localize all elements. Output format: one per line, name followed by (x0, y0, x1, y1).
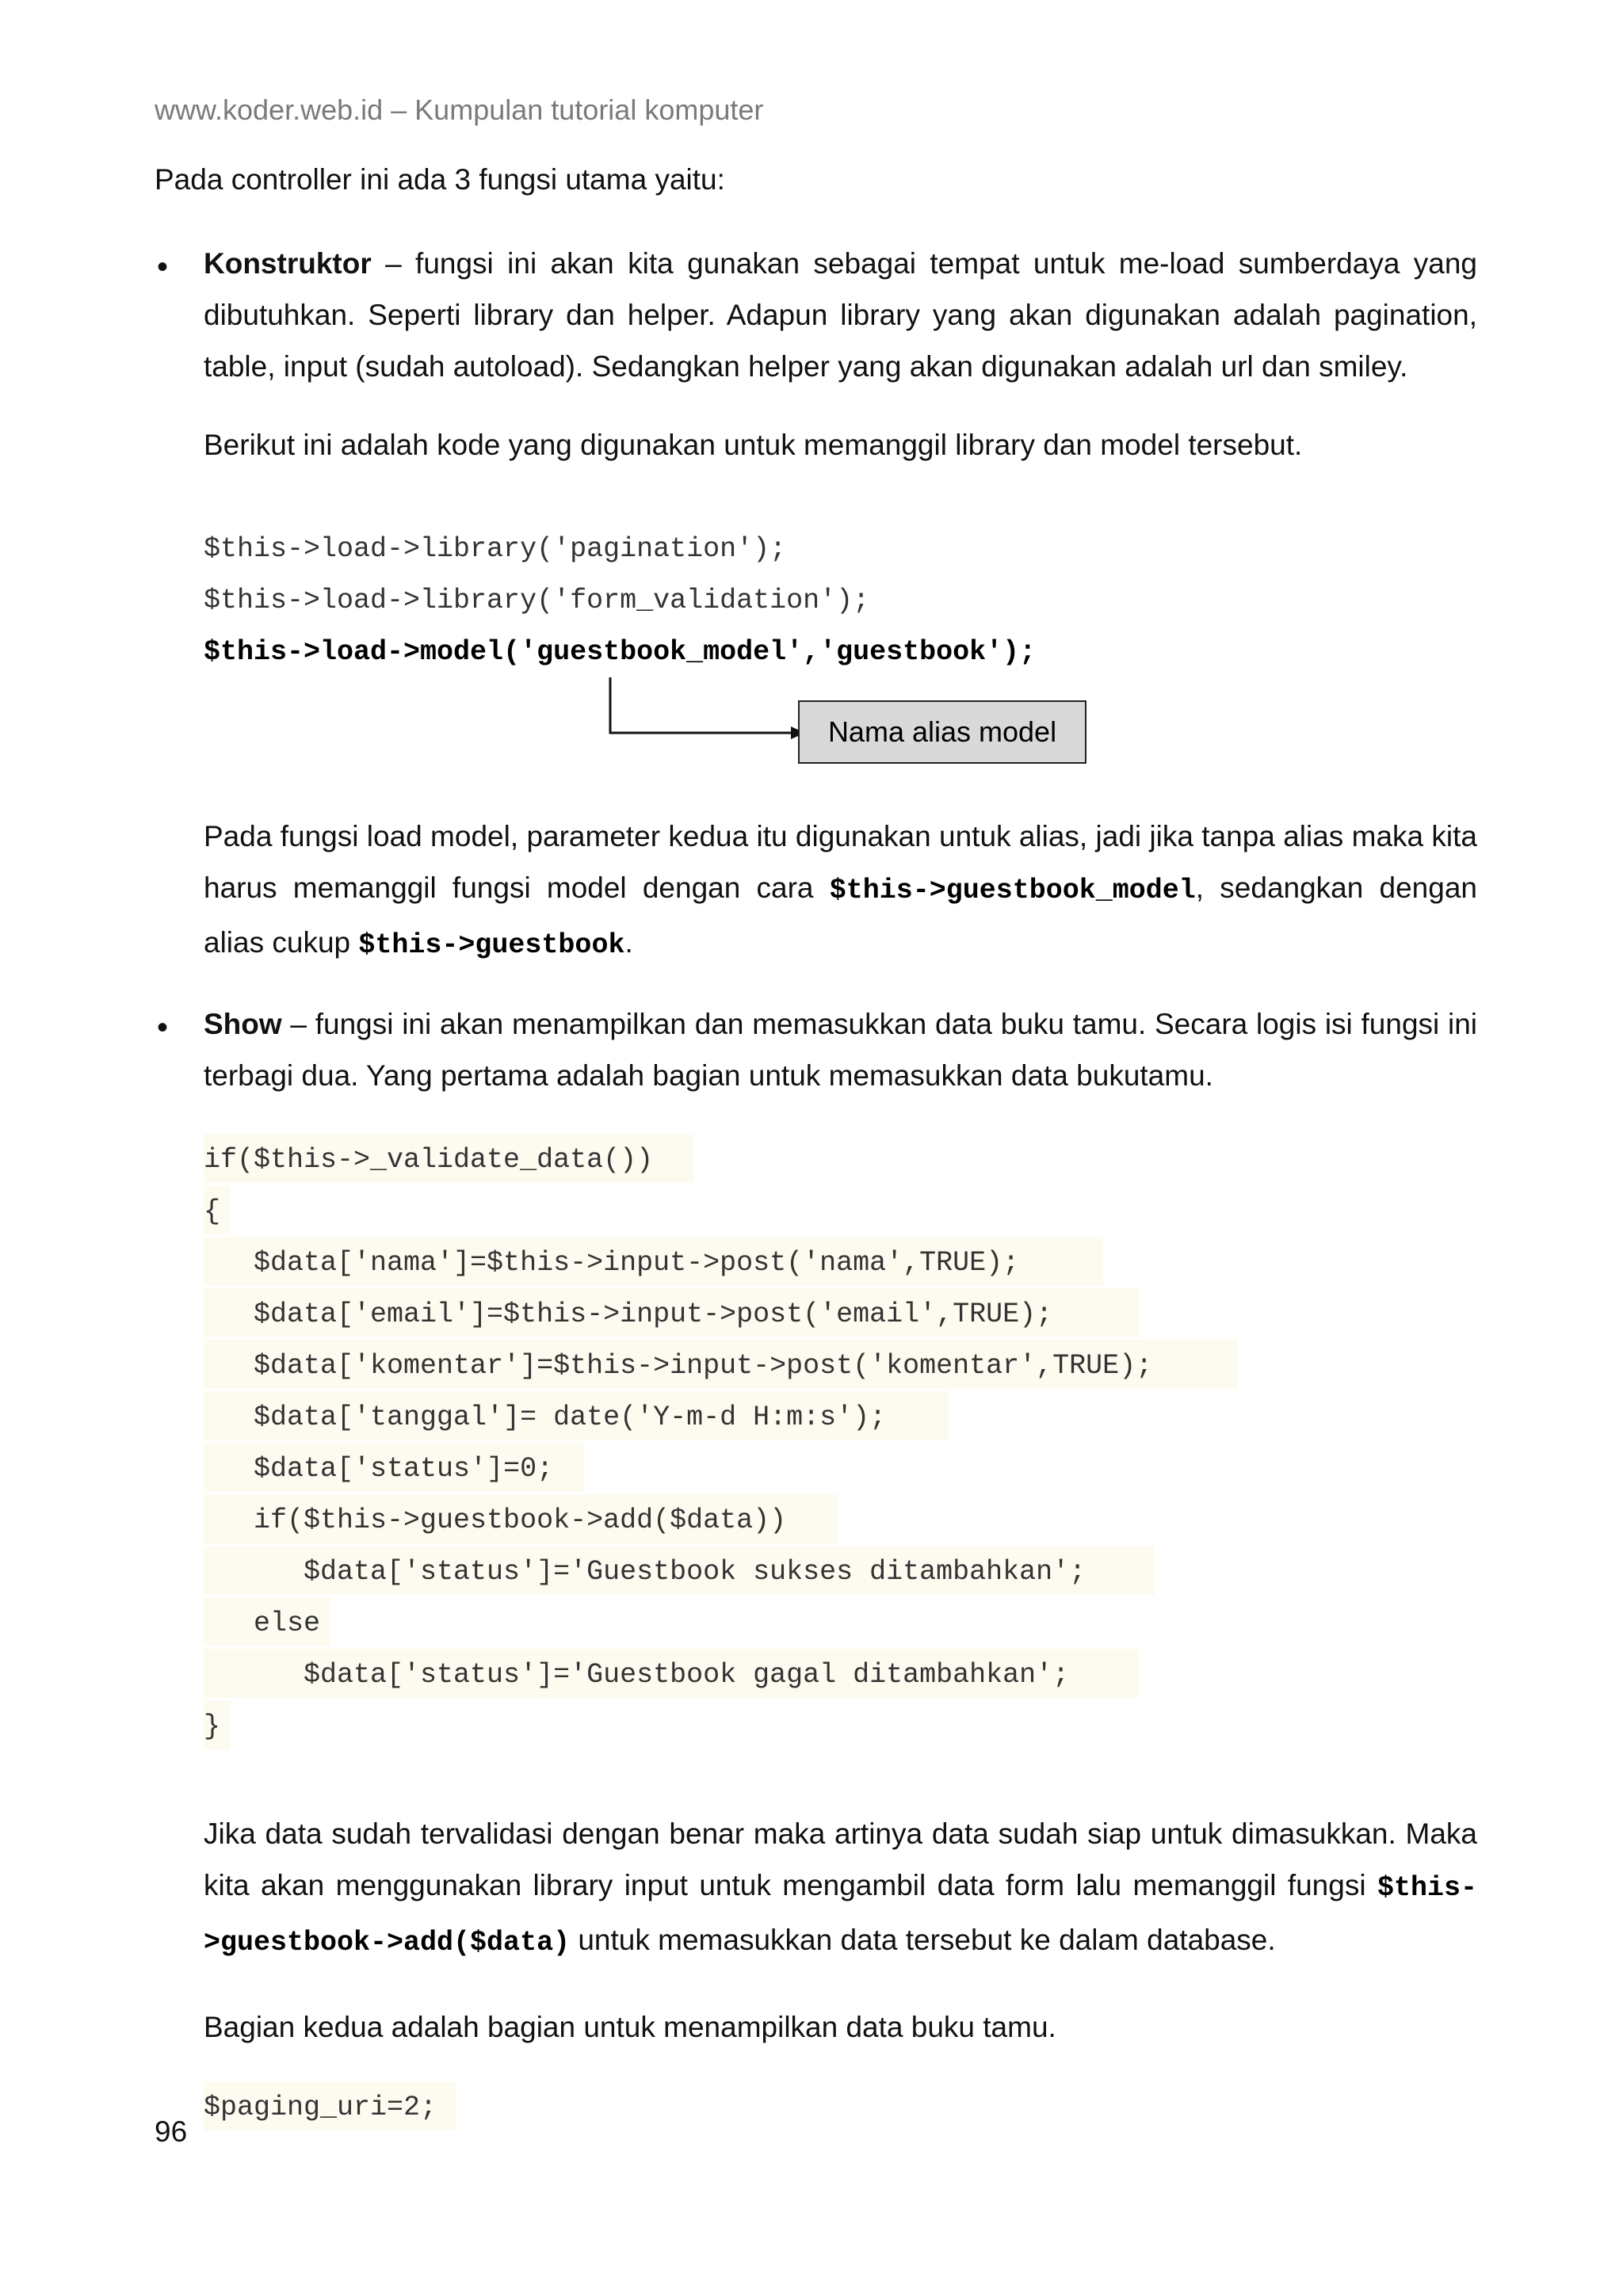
code-line: $data['status']='Guestbook gagal ditambahkan'; (204, 1659, 1070, 1691)
inline-code: $this->guestbook->add($data) (204, 1872, 1477, 1958)
callout-alias-model: Nama alias model (798, 700, 1086, 764)
code-line: $data['status']='Guestbook sukses ditambahkan'; (204, 1556, 1086, 1588)
inline-code: $this->guestbook_model (829, 875, 1196, 906)
explain-text: Jika data sudah tervalidasi dengan benar maka artinya data sudah siap untuk dimasukkan. Maka kita akan menggunakan library input untuk mengambil data form lalu memanggil fungsi (204, 1817, 1477, 1901)
show-description: – fungsi ini akan menampilkan dan memasukkan data buku tamu. Secara logis isi fungsi ini terbagi dua. Yang pertama adalah bagian untuk memasukkan data bukutamu. (204, 1008, 1477, 1092)
bullet-show: • (157, 1010, 169, 1045)
konstruktor-term: Konstruktor (204, 247, 372, 280)
code-line: $data['email']=$this->input->post('email',TRUE); (204, 1299, 1053, 1330)
show-explanation (204, 1808, 1477, 1969)
page-header: www.koder.web.id – Kumpulan tutorial komputer (155, 93, 764, 126)
code-line: $data['tanggal']= date('Y-m-d H:m:s'); (204, 1402, 887, 1433)
show-part2-intro: Bagian kedua adalah bagian untuk menampilkan data buku tamu. (204, 2011, 1056, 2043)
bullet-konstruktor: • (157, 250, 169, 284)
code-line: } (204, 1711, 221, 1742)
code-line: $paging_uri=2; (204, 2092, 437, 2123)
explain-text: . (624, 926, 633, 959)
code-line: $this->load->library('pagination'); (204, 533, 787, 565)
konstruktor-description: – fungsi ini akan kita gunakan sebagai tempat untuk me-load sumberdaya yang dibutuhkan. Seperti library dan helper. Adapun library yang akan digunakan adalah pagination, table, input (sudah autoload). Sedangkan helper yang akan digunakan adalah url dan smiley. (204, 247, 1477, 383)
explain-text: , sedangkan dengan alias cukup (204, 871, 1477, 959)
code-line: if($this->_validate_data()) (204, 1144, 654, 1176)
konstruktor-paragraph (204, 238, 1477, 392)
konstruktor-explanation (204, 810, 1477, 971)
code-line: $this->load->library('form_validation'); (204, 585, 870, 616)
code-line: { (204, 1196, 221, 1227)
code-line: else (204, 1608, 321, 1639)
page-number: 96 (155, 2115, 188, 2148)
code-line: $data['komentar']=$this->input->post('komentar',TRUE); (204, 1350, 1153, 1382)
explain-text: untuk memasukkan data tersebut ke dalam database. (570, 1924, 1276, 1956)
callout-arrow (602, 677, 808, 741)
explain-text: Pada fungsi load model, parameter kedua itu digunakan untuk alias, jadi jika tanpa alias maka kita harus memanggil fungsi model dengan cara (204, 820, 1477, 904)
code-line: $data['status']=0; (204, 1453, 554, 1485)
konstruktor-code-intro: Berikut ini adalah kode yang digunakan untuk memanggil library dan model tersebut. (204, 429, 1303, 461)
code-line-model: $this->load->model('guestbook_model','guestbook'); (204, 636, 1037, 668)
intro-text: Pada controller ini ada 3 fungsi utama yaitu: (155, 163, 725, 196)
inline-code: $this->guestbook (358, 929, 625, 961)
code-line: $data['nama']=$this->input->post('nama',TRUE); (204, 1247, 1020, 1279)
code-line: if($this->guestbook->add($data)) (204, 1505, 787, 1536)
show-paragraph (204, 998, 1477, 1101)
show-term: Show (204, 1008, 282, 1040)
